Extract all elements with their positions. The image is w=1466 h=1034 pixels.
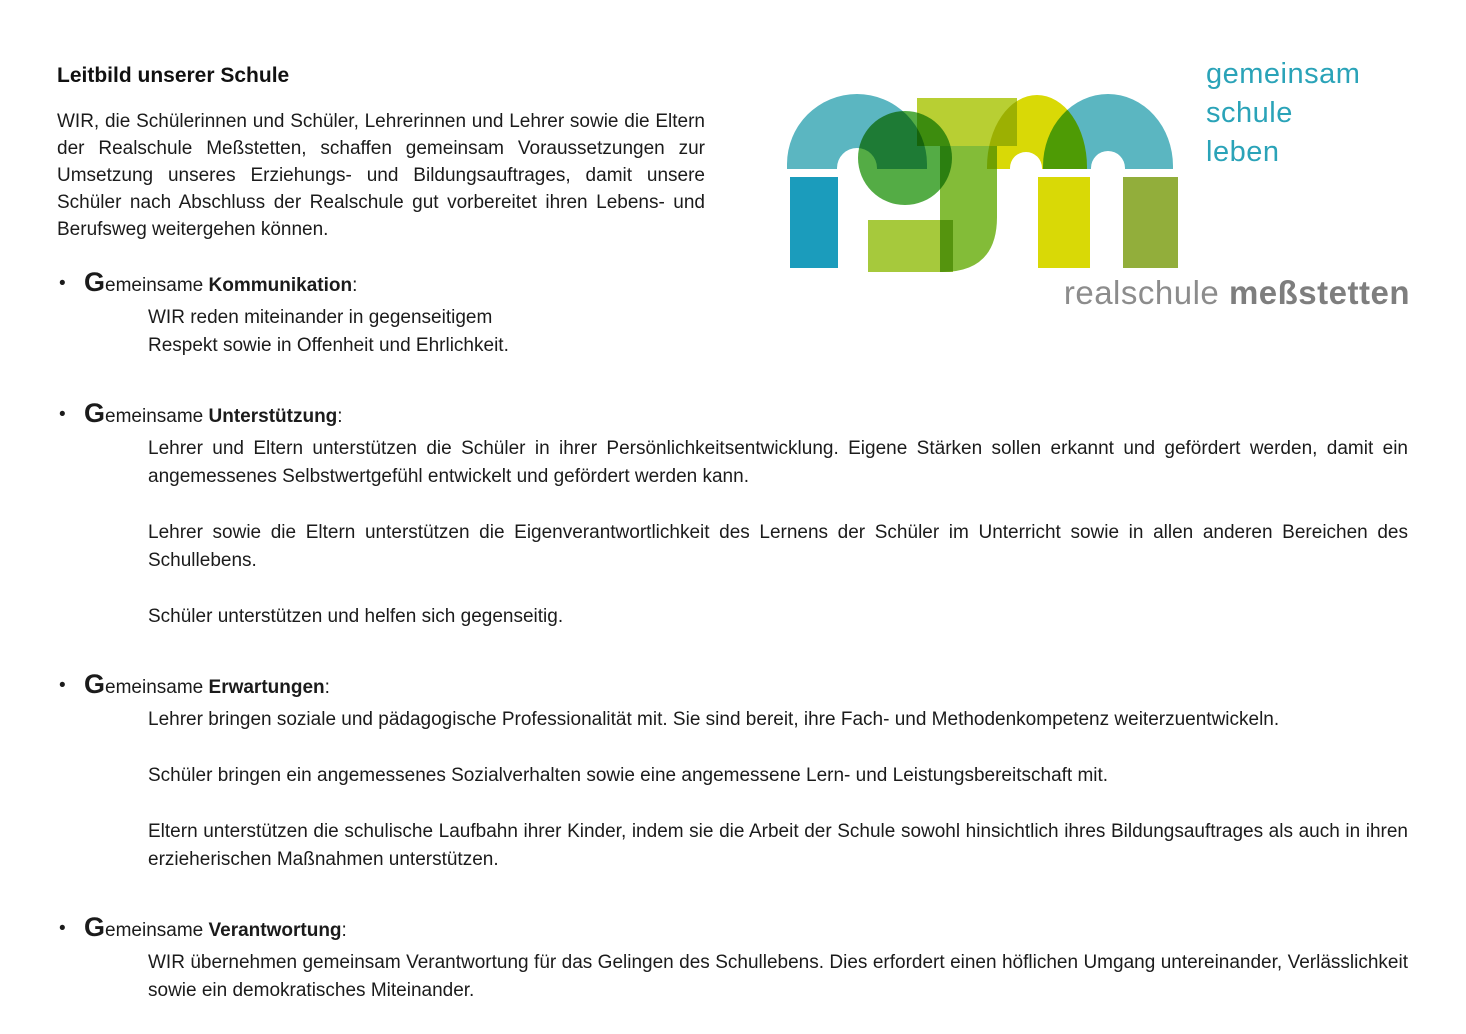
section-kommunikation (57, 269, 1408, 360)
paragraph: Lehrer sowie die Eltern unterstützen die Eigenverantwortlichkeit des Lernens der Schüler im Unterricht sowie in allen anderen Bereichen des Schullebens. (148, 522, 1408, 571)
section-paragraphs (148, 949, 1408, 1005)
document-body (57, 64, 1408, 1005)
heading-lead-rest: emeinsame (105, 275, 209, 296)
brand-bold: meßstetten (1228, 274, 1410, 311)
heading-lead-rest: emeinsame (105, 677, 209, 698)
section-paragraphs (148, 435, 1408, 631)
section-heading (84, 671, 1408, 701)
brand-regular: realschule (1063, 274, 1229, 311)
paragraph: Schüler bringen ein angemessenes Sozialverhalten sowie eine angemessene Lern- und Leistungsbereitschaft mit. (148, 765, 1109, 786)
heading-colon: : (341, 920, 347, 941)
heading-lead-cap: G (84, 267, 106, 297)
section-heading (84, 914, 1408, 944)
heading-keyword: Unterstützung (208, 406, 338, 427)
heading-keyword: Erwartungen (208, 677, 325, 698)
tagline-line-1: gemeinsam (1206, 58, 1361, 90)
guidelines-list (57, 269, 1408, 1005)
heading-lead-cap: G (84, 669, 106, 699)
section-heading (84, 269, 1408, 299)
heading-keyword: Kommunikation (208, 275, 353, 296)
section-heading (84, 400, 1408, 430)
tagline-line-2: schule (1206, 97, 1293, 129)
section-paragraphs (148, 706, 1408, 874)
paragraph: Lehrer bringen soziale und pädagogische Professionalität mit. Sie sind bereit, ihre Fach- und Methodenkompetenz weiterzuentwickeln. (148, 709, 1280, 730)
section-unterstuetzung (57, 400, 1408, 631)
page-title: Leitbild unserer Schule (57, 64, 290, 87)
heading-lead-cap: G (84, 912, 106, 942)
bullet-icon: • (59, 675, 66, 696)
heading-colon: : (324, 677, 330, 698)
heading-lead-rest: emeinsame (105, 406, 209, 427)
paragraph: Schüler unterstützen und helfen sich gegenseitig. (148, 606, 564, 627)
heading-colon: : (352, 275, 358, 296)
section-paragraphs (148, 304, 1408, 360)
section-erwartungen (57, 671, 1408, 874)
bullet-icon: • (59, 404, 66, 425)
heading-keyword: Verantwortung (208, 920, 342, 941)
paragraph: Eltern unterstützen die schulische Laufbahn ihrer Kinder, indem sie die Arbeit der Schule sowohl hinsichtlich ihres Bildungsauftrages als auch in ihren erzieherischen Maßnahmen unterstützen. (148, 821, 1408, 870)
tagline-line-3: leben (1206, 136, 1280, 168)
heading-lead-cap: G (84, 398, 106, 428)
bullet-icon: • (59, 918, 66, 939)
intro-paragraph: WIR, die Schülerinnen und Schüler, Lehrerinnen und Lehrer sowie die Eltern der Realschule Meßstetten, schaffen gemeinsam Voraussetzungen zur Umsetzung unseres Erziehungs- und Bildungsauftrages, damit unsere Schüler nach Abschluss der Realschule gut vorbereitet ihren Lebens- und Berufsweg weitergehen können. (57, 111, 705, 240)
heading-lead-rest: emeinsame (105, 920, 209, 941)
heading-colon: : (337, 406, 343, 427)
paragraph: WIR reden miteinander in gegenseitigem Respekt sowie in Offenheit und Ehrlichkeit. (148, 307, 509, 356)
paragraph: Lehrer und Eltern unterstützen die Schüler in ihrer Persönlichkeitsentwicklung. Eigene Stärken sollen erkannt und gefördert werden, damit ein angemessenes Selbstwertgefühl entwickelt und gefördert werden kann. (148, 438, 1408, 487)
paragraph: WIR übernehmen gemeinsam Verantwortung für das Gelingen des Schullebens. Dies erfordert einen höflichen Umgang untereinander, Verlässlichkeit sowie ein demokratisches Miteinander. (148, 952, 1408, 1001)
section-verantwortung (57, 914, 1408, 1005)
bullet-icon: • (59, 273, 66, 294)
